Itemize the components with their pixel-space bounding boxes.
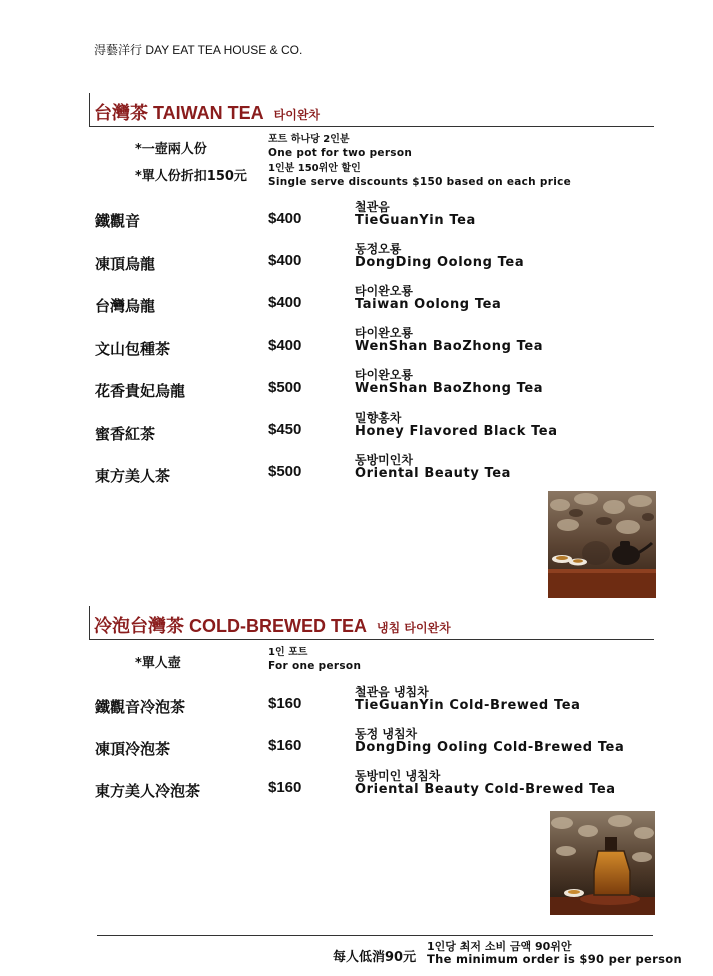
item-name-en: TieGuanYin Tea xyxy=(355,213,476,228)
item-name-ko: 철관음 xyxy=(355,200,390,214)
item-name-zh: 蜜香紅茶 xyxy=(95,425,156,443)
item-name-en: Taiwan Oolong Tea xyxy=(355,297,502,312)
note-english: Single serve discounts $150 based on each price xyxy=(268,176,572,188)
item-name-ko: 타이완오룡 xyxy=(355,368,413,382)
item-name-en: WenShan BaoZhong Tea xyxy=(355,339,544,354)
section-title-korean: 타이완차 xyxy=(273,108,321,122)
section-title-cold-brewed xyxy=(94,612,451,638)
note-english: One pot for two person xyxy=(268,147,413,159)
section-divider-vertical xyxy=(89,606,90,640)
item-name-ko: 타이완오룡 xyxy=(355,284,413,298)
note-single-pot: *單人壺 xyxy=(135,656,181,671)
tea-set-photo xyxy=(548,491,656,598)
item-name-en: TieGuanYin Cold-Brewed Tea xyxy=(355,698,581,713)
item-name-zh: 凍頂冷泡茶 xyxy=(95,740,171,758)
note-single-discount: *單人份折扣150元 xyxy=(135,169,247,184)
item-price: $400 xyxy=(268,337,302,354)
item-name-ko: 철관음 냉침차 xyxy=(355,685,429,699)
item-name-ko: 동방미인차 xyxy=(355,453,413,467)
item-name-ko: 타이완오룡 xyxy=(355,326,413,340)
item-name-zh: 鐵觀音冷泡茶 xyxy=(95,698,186,716)
item-name-zh: 文山包種茶 xyxy=(95,340,171,358)
cold-brew-photo xyxy=(550,811,655,915)
item-price: $400 xyxy=(268,294,302,311)
item-name-zh: 鐵觀音 xyxy=(95,212,141,230)
item-name-zh: 東方美人冷泡茶 xyxy=(95,782,201,800)
item-price: $450 xyxy=(268,421,302,438)
section-title-taiwan-tea xyxy=(94,99,320,125)
brand-name: 淂藝洋行 DAY EAT TEA HOUSE & CO. xyxy=(94,43,303,57)
item-price: $160 xyxy=(268,695,302,712)
item-price: $160 xyxy=(268,737,302,754)
item-name-zh: 東方美人茶 xyxy=(95,467,171,485)
footer-minimum-zh: 每人低消90元 xyxy=(333,950,417,965)
item-name-en: DongDing Oolong Tea xyxy=(355,255,525,270)
item-price: $400 xyxy=(268,252,302,269)
footer-minimum-en: The minimum order is $90 per person xyxy=(427,952,682,966)
section-title-text: 冷泡台灣茶 COLD-BREWED TEA xyxy=(94,616,367,636)
note-korean: 1인분 150위안 할인 xyxy=(268,163,361,174)
section-divider-vertical xyxy=(89,93,90,127)
item-name-zh: 台灣烏龍 xyxy=(95,297,156,315)
note-two-person: *一壺兩人份 xyxy=(135,142,207,157)
footer-divider xyxy=(97,935,653,936)
item-name-ko: 밀향홍차 xyxy=(355,411,402,425)
item-price: $500 xyxy=(268,379,302,396)
item-name-zh: 花香貴妃烏龍 xyxy=(95,382,186,400)
item-name-ko: 동정 냉침차 xyxy=(355,727,418,741)
item-name-en: WenShan BaoZhong Tea xyxy=(355,381,544,396)
footer-minimum-ko: 1인당 최저 소비 금액 90위안 xyxy=(427,940,572,953)
item-name-ko: 동방미인 냉침차 xyxy=(355,769,441,783)
item-name-en: Oriental Beauty Cold-Brewed Tea xyxy=(355,782,616,797)
section-divider xyxy=(89,126,654,127)
section-divider xyxy=(89,639,654,640)
section-title-text: 台灣茶 TAIWAN TEA xyxy=(94,103,264,123)
item-name-zh: 凍頂烏龍 xyxy=(95,255,156,273)
item-name-en: DongDing Ooling Cold-Brewed Tea xyxy=(355,740,625,755)
section-title-korean: 냉침 타이완차 xyxy=(377,621,451,635)
item-name-en: Oriental Beauty Tea xyxy=(355,466,512,481)
item-price: $500 xyxy=(268,463,302,480)
item-price: $400 xyxy=(268,210,302,227)
item-price: $160 xyxy=(268,779,302,796)
note-korean: 포트 하나당 2인분 xyxy=(268,134,350,145)
note-korean: 1인 포트 xyxy=(268,647,308,658)
note-english: For one person xyxy=(268,660,362,672)
item-name-ko: 동정오룡 xyxy=(355,242,402,256)
item-name-en: Honey Flavored Black Tea xyxy=(355,424,558,439)
